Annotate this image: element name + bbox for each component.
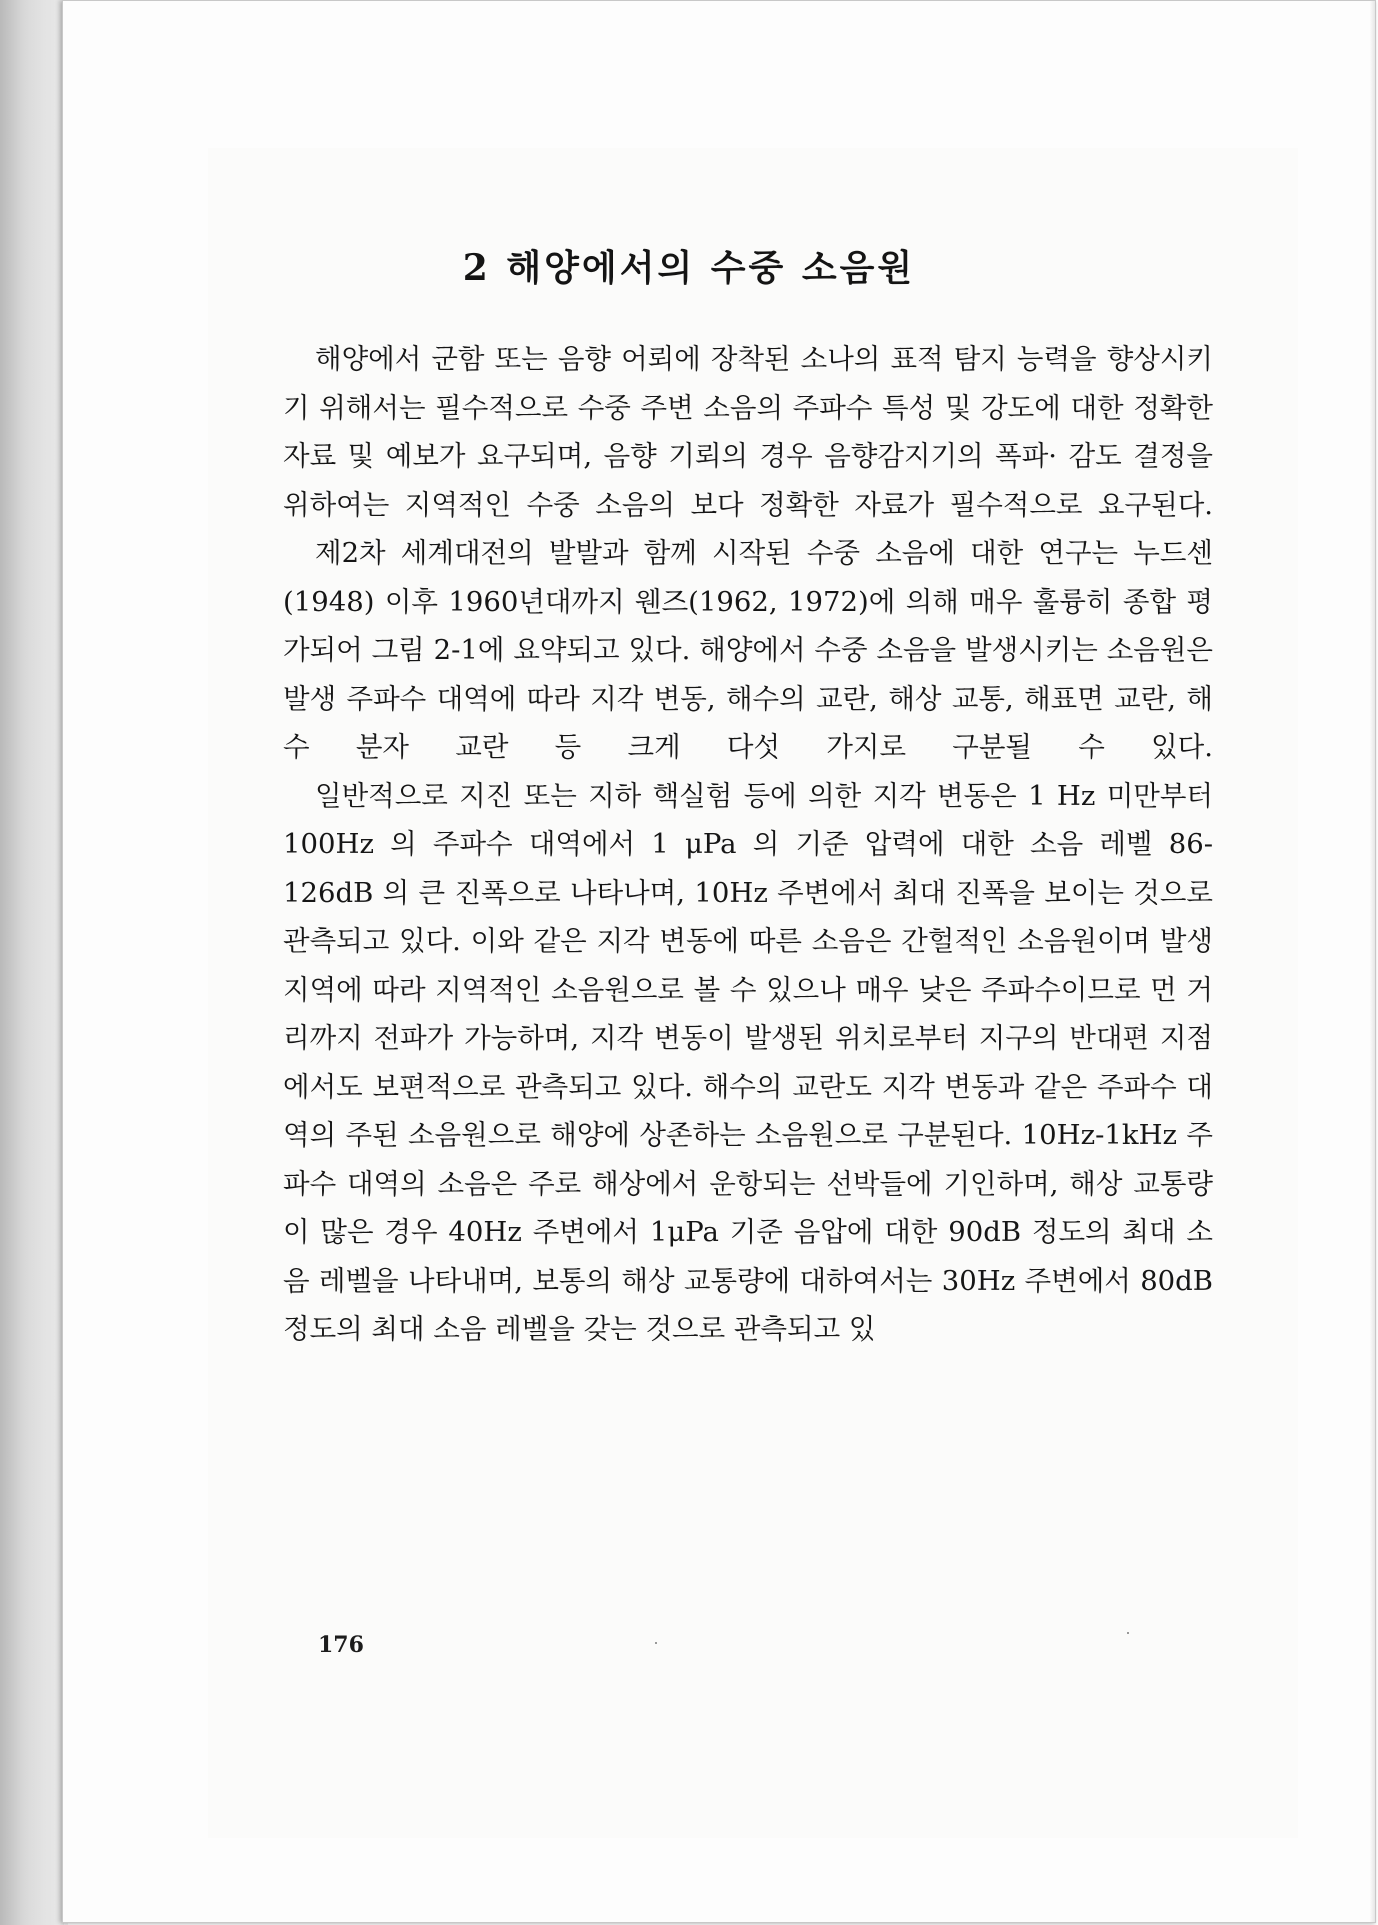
scan-speck	[1127, 1632, 1129, 1634]
paragraph-1: 해양에서 군함 또는 음향 어뢰에 장착된 소나의 표적 탐지 능력을 향상시키기 위해서는 필수적으로 수중 주변 소음의 주파수 특성 및 강도에 대한 정확한 자료 및 예보가 요구되며, 음향 기뢰의 경우 음향감지기의 폭파· 감도 결정을 위하여는 지역적인 수중 소음의 보다 정확한 자료가 필수적으로 요구된다.	[283, 343, 1213, 521]
paragraph-2: 제2차 세계대전의 발발과 함께 시작된 수중 소음에 대한 연구는 누드센(1948) 이후 1960년대까지 웬즈(1962, 1972)에 의해 매우 훌륭히 종합 평가되어 그림 2-1에 요약되고 있다. 해양에서 수중 소음을 발생시키는 소음원은 발생 주파수 대역에 따라 지각 변동, 해수의 교란, 해상 교통, 해표면 교란, 해수 분자 교란 등 크게 다섯 가지로 구분될 수 있다.	[283, 537, 1213, 763]
scan-speck	[655, 1642, 657, 1644]
section-title: 2 해양에서의 수중 소음원	[462, 247, 916, 289]
body-text	[283, 335, 1213, 1354]
paragraph-3: 일반적으로 지진 또는 지하 핵실험 등에 의한 지각 변동은 1 Hz 미만부터 100Hz 의 주파수 대역에서 1 μPa 의 기준 압력에 대한 소음 레벨 86-126dB 의 큰 진폭으로 나타나며, 10Hz 주변에서 최대 진폭을 보이는 것으로 관측되고 있다. 이와 같은 지각 변동에 따른 소음은 간헐적인 소음원이며 발생지역에 따라 지역적인 소음원으로 볼 수 있으나 매우 낮은 주파수이므로 먼 거리까지 전파가 가능하며, 지각 변동이 발생된 위치로부터 지구의 반대편 지점에서도 보편적으로 관측되고 있다. 해수의 교란도 지각 변동과 같은 주파수 대역의 주된 소음원으로 해양에 상존하는 소음원으로 구분된다. 10Hz-1kHz 주파수 대역의 소음은 주로 해상에서 운항되는 선박들에 기인하며, 해상 교통량이 많은 경우 40Hz 주변에서 1μPa 기준 음압에 대한 90dB 정도의 최대 소음 레벨을 나타내며, 보통의 해상 교통량에 대하여서는 30Hz 주변에서 80dB 정도의 최대 소음 레벨을 갖는 것으로 관측되고 있	[283, 779, 1213, 1345]
page-number: 176	[318, 1632, 364, 1658]
